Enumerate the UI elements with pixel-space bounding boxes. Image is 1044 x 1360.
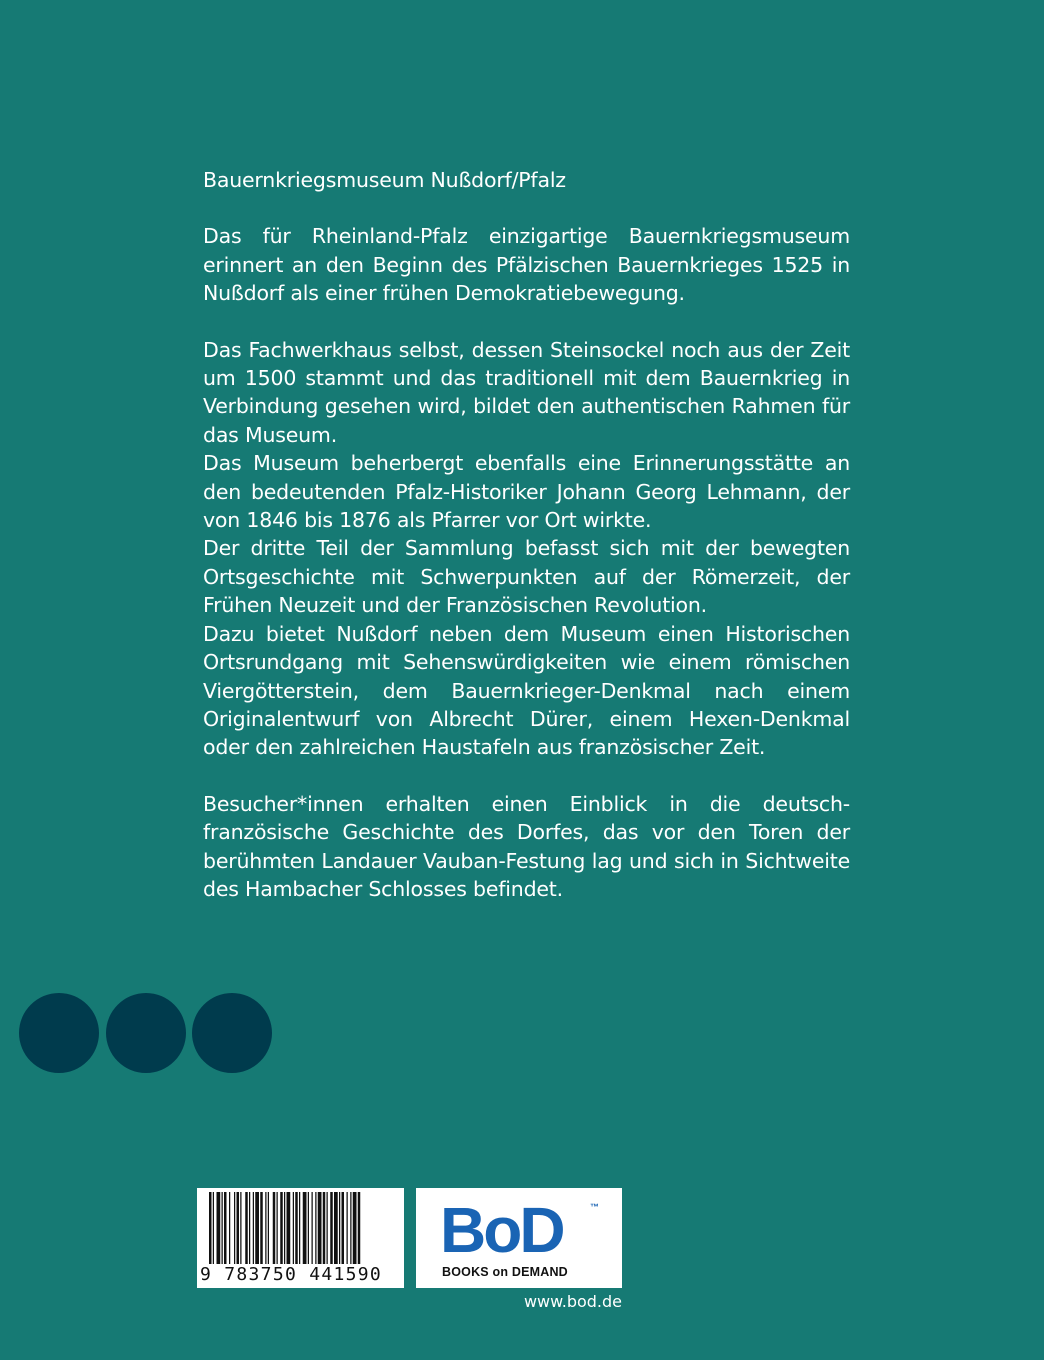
dot-1 [19,993,99,1073]
paragraph-intro: Das für Rheinland-Pfalz einzigartige Bauernkriegsmuseum erinnert an den Beginn des Pfälzischen Bauernkrieges 1525 in Nußdorf als einer frühen Demokratiebewegung. [203,224,850,306]
barcode-bar [260,1192,263,1264]
barcode-bar [318,1192,322,1264]
paragraph-collection: Der dritte Teil der Sammlung befasst sich mit der bewegten Ortsgeschichte mit Schwerpunkten auf der Römerzeit, der Frühen Neuzeit und der Französischen Revolution. [203,536,850,618]
paragraph-tour: Dazu bietet Nußdorf neben dem Museum einen Historischen Ortsrundgang mit Sehenswürdigkeiten wie einem römischen Viergötterstein, dem Bauernkrieger-Denkmal nach einem Originalentwurf von Albrecht Dürer, einem Hexen-Denkmal oder den zahlreichen Haustafeln aus französischer Zeit. [203,621,850,760]
barcode-bar [330,1192,333,1264]
museum-title: Bauernkriegsmuseum Nußdorf/Pfalz [203,168,566,192]
barcode-bar [273,1192,276,1264]
barcode-bar [347,1192,348,1264]
barcode-bar [280,1192,283,1264]
barcode-bar [327,1192,328,1264]
barcode-bar [237,1192,240,1264]
barcode-bar [284,1192,285,1264]
barcode-bar [323,1192,326,1264]
barcode-bar [293,1192,294,1264]
barcode-bar [213,1192,214,1264]
back-cover-text [203,166,850,903]
barcode-bar [342,1192,345,1264]
barcode-bar [350,1192,351,1264]
barcode-bar [253,1192,254,1264]
barcode-bar [245,1192,248,1264]
barcode-isbn: 9 783750 441590 [200,1264,383,1285]
barcode-bar [339,1192,340,1264]
barcode-bar [308,1192,309,1264]
barcode-bar [229,1192,230,1264]
barcode [197,1188,404,1288]
barcode-bar [334,1192,338,1264]
paragraph-visitors: Besucher*innen erhalten einen Einblick in die deutsch-französische Geschichte des Dorfes, das vor den Toren der berühmten Landauer Vauban-Festung lag und sich in Sichtweite des Hambacher Schlosses befindet. [203,791,850,901]
publisher-logo [416,1188,622,1288]
barcode-bar [268,1192,269,1264]
publisher-url[interactable]: www.bod.de [523,1292,622,1311]
barcode-bar [249,1192,250,1264]
paragraph-lehmann: Das Museum beherbergt ebenfalls eine Erinnerungsstätte an den bedeutenden Pfalz-Historiker Johann Georg Lehmann, der von 1846 bis 1876 als Pfarrer vor Ort wirkte. [203,451,850,533]
barcode-bar [265,1192,266,1264]
barcode-bar [222,1192,223,1264]
barcode-bar [295,1192,298,1264]
barcode-bar [240,1192,241,1264]
barcode-bar [277,1192,278,1264]
bod-logo-text: BoD [440,1194,563,1266]
barcode-bar [303,1192,307,1264]
publisher-tagline: BOOKS on DEMAND [442,1265,568,1279]
barcode-bar [358,1192,361,1264]
barcode-bar [255,1192,259,1264]
barcode-bar [315,1192,316,1264]
dot-2 [106,993,186,1073]
barcode-bar [224,1192,227,1264]
barcode-bar [287,1192,291,1264]
dot-3 [192,993,272,1073]
barcode-bar [209,1192,212,1264]
trademark-symbol: ™ [590,1202,599,1212]
barcode-bar [217,1192,221,1264]
barcode-bar [234,1192,235,1264]
barcode-bar [299,1192,300,1264]
paragraph-building: Das Fachwerkhaus selbst, dessen Steinsockel noch aus der Zeit um 1500 stammt und das traditionell mit dem Bauernkrieg in Verbindung gesehen wird, bildet den authentischen Rahmen für das Museum. [203,337,850,447]
barcode-bar [353,1192,357,1264]
barcode-bar [312,1192,313,1264]
